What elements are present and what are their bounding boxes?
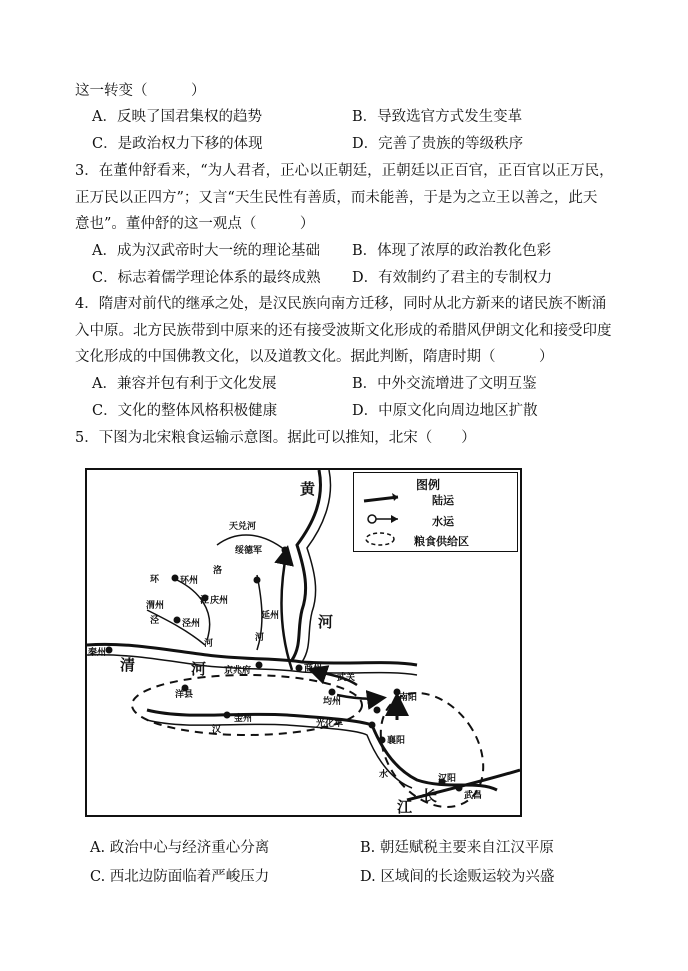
- q3-option-d[interactable]: D．有效制约了君主的专制权力: [352, 270, 553, 286]
- label-qingzhou: 庆州: [210, 596, 229, 606]
- label-xiangyang: 襄阳: [387, 736, 406, 746]
- q5-option-d[interactable]: D. 区域间的长途贩运较为兴盛: [360, 869, 555, 885]
- label-weizhou: 渭州: [146, 601, 165, 611]
- label-huan: 环: [150, 575, 160, 585]
- legend-water: 水运: [432, 515, 454, 528]
- q5-option-b[interactable]: B. 朝廷赋税主要来自江汉平原: [360, 840, 554, 856]
- label-he-west: 河: [191, 660, 207, 678]
- q4-stem-line-2: 入中原。北方民族带到中原来的还有接受波斯文化形成的希腊风伊朗文化和接受印度: [75, 323, 612, 339]
- label-wuchang: 武昌: [464, 791, 483, 801]
- q5-option-a[interactable]: A. 政治中心与经济重心分离: [90, 840, 270, 856]
- label-tianxiehe: 天兑河: [229, 522, 257, 532]
- land-route-junzhou: [337, 695, 382, 699]
- grain-transport-map: [85, 468, 522, 817]
- label-guanghuajun: 光化军: [316, 719, 344, 729]
- label-qing: 清: [120, 656, 136, 674]
- label-jing: 泾: [150, 616, 160, 626]
- q3-option-a[interactable]: A．成为汉武帝时大一统的理论基础: [92, 243, 320, 259]
- label-he-north: 河: [318, 613, 334, 631]
- label-qinzhou: 秦州: [88, 648, 107, 658]
- q4-stem-line-1: 4．隋唐对前代的继承之处，是汉民族向南方迁移，同时从北方新来的诸民族不断涌: [75, 296, 607, 312]
- q2-option-d[interactable]: D．完善了贵族的等级秩序: [352, 136, 524, 152]
- label-shui: 水: [379, 770, 389, 780]
- label-shangzhou: 商州: [304, 664, 323, 674]
- legend-symbols: [358, 473, 418, 553]
- land-route-north: [282, 550, 292, 670]
- label-chang: 长: [422, 787, 438, 805]
- legend-supply: 粮食供给区: [414, 535, 469, 548]
- q3-stem-line-2: 正万民以正四方”；又言“天生民性有善质，而未能善，于是为之立王以善之，此天: [75, 190, 598, 206]
- label-hanyang: 汉阳: [438, 774, 457, 784]
- label-jiang: 江: [397, 798, 413, 816]
- label-he2: 河: [255, 633, 265, 643]
- label-yangxian: 洋县: [175, 690, 194, 700]
- q3-option-c[interactable]: C．标志着儒学理论体系的最终成熟: [92, 270, 321, 286]
- label-nanyang: 南阳: [399, 693, 418, 703]
- q3-stem-line-1: 3．在董仲舒看来，“为人君者，正心以正朝廷，正朝廷以正百官，正百官以正万民，: [75, 163, 614, 179]
- q4-option-d[interactable]: D．中原文化向周边地区扩散: [352, 403, 538, 419]
- label-yanzhou: 延州: [261, 611, 280, 621]
- label-jingzhaofu: 京兆府: [224, 666, 252, 676]
- label-he3: 河: [204, 639, 214, 649]
- label-junzhou: 均州: [323, 697, 342, 707]
- legend-title: 图例: [416, 478, 441, 492]
- q3-stem-line-3: 意也”。董仲舒的这一观点（ ）: [75, 216, 315, 232]
- label-jiang-river: 江: [200, 596, 210, 606]
- label-jingzhou: 泾州: [182, 619, 201, 629]
- legend-land: 陆运: [432, 494, 454, 507]
- q5-option-c[interactable]: C. 西北边防面临着严峻压力: [90, 869, 270, 885]
- q2-option-a[interactable]: A．反映了国君集权的趋势: [92, 109, 262, 125]
- q4-option-b[interactable]: B．中外交流增进了文明互鉴: [352, 376, 537, 392]
- q2-option-b[interactable]: B．导致选官方式发生变革: [352, 109, 523, 125]
- q4-stem-line-3: 文化形成的中国佛教文化，以及道教文化。据此判断，隋唐时期（ ）: [75, 349, 554, 365]
- label-han: 汉: [212, 725, 222, 735]
- map-legend: [353, 472, 518, 552]
- q2-stem-tail: 这一转变（ ）: [75, 83, 206, 99]
- label-luo: 洛: [213, 566, 223, 576]
- label-huang: 黄: [300, 480, 316, 498]
- q5-stem: 5．下图为北宋粮食运输示意图。据此可以推知，北宋（ ）: [75, 430, 476, 446]
- label-wuguan: 武关: [337, 673, 356, 683]
- wei-river: [87, 644, 417, 665]
- q2-option-c[interactable]: C．是政治权力下移的体现: [92, 136, 263, 152]
- q4-option-a[interactable]: A．兼容并包有利于文化发展: [92, 376, 277, 392]
- label-huanzhou: 环州: [180, 576, 199, 586]
- label-suidejun: 绥德军: [235, 546, 263, 556]
- q3-option-b[interactable]: B．体现了浓厚的政治教化色彩: [352, 243, 552, 259]
- q4-option-c[interactable]: C．文化的整体风格积极健康: [92, 403, 278, 419]
- label-jinzhou: 金州: [234, 714, 253, 724]
